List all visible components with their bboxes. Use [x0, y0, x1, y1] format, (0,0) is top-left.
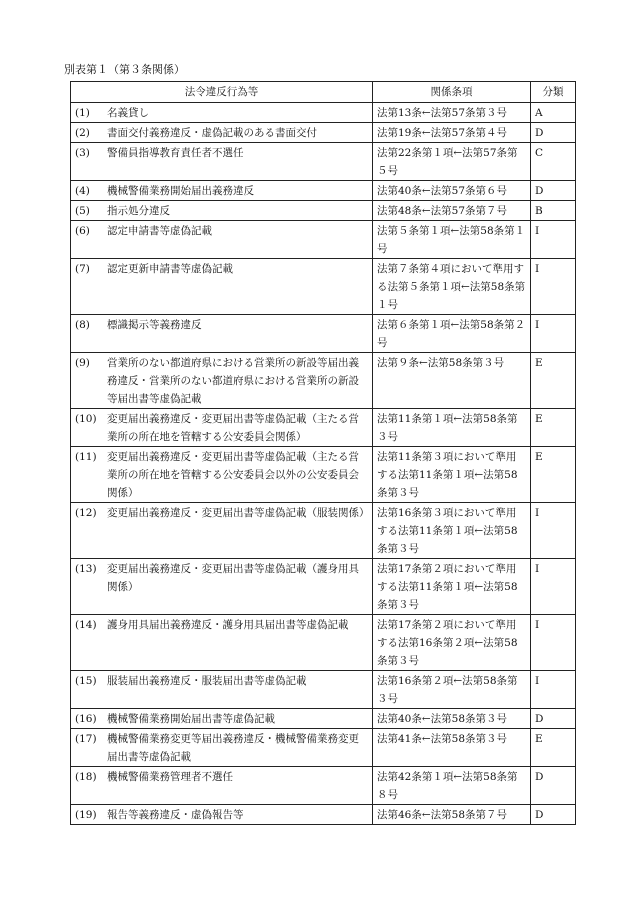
table-row — [71, 729, 576, 767]
table-row — [71, 671, 576, 709]
classification-cell: D — [531, 709, 576, 729]
article-cell: 法第19条←法第57条第４号 — [373, 123, 531, 143]
violation-entry — [75, 768, 368, 786]
table-row — [71, 181, 576, 201]
row-number: (3) — [75, 147, 90, 159]
violation-entry — [75, 104, 368, 122]
classification-cell: D — [531, 181, 576, 201]
violation-text: 警備員指導教育責任者不選任 — [107, 147, 244, 159]
classification-cell: B — [531, 201, 576, 221]
violation-cell — [71, 409, 373, 447]
classification-cell: I — [531, 671, 576, 709]
classification-cell: I — [531, 559, 576, 615]
table-caption: 別表第１（第３条関係） — [64, 63, 185, 76]
violation-cell — [71, 709, 373, 729]
article-cell: 法第９条←法第58条第３号 — [373, 353, 531, 409]
violation-entry — [75, 354, 368, 408]
row-number: (1) — [75, 107, 90, 119]
violation-cell — [71, 123, 373, 143]
violation-entry — [75, 672, 368, 690]
violation-text: 機械警備業務開始届出書等虚偽記載 — [107, 713, 275, 725]
article-cell: 法第22条第１項←法第57条第５号 — [373, 143, 531, 181]
table-row — [71, 221, 576, 259]
violation-entry — [75, 616, 368, 634]
table-row — [71, 503, 576, 559]
table-row — [71, 409, 576, 447]
row-number: (13) — [75, 563, 97, 575]
classification-cell: D — [531, 767, 576, 805]
violation-cell — [71, 767, 373, 805]
violation-text: 標識掲示等義務違反 — [107, 319, 202, 331]
row-number: (12) — [75, 507, 97, 519]
article-cell: 法第41条←法第58条第３号 — [373, 729, 531, 767]
row-number: (8) — [75, 319, 90, 331]
violation-text: 指示処分違反 — [107, 205, 170, 217]
row-number: (10) — [75, 413, 97, 425]
violation-text: 報告等義務違反・虚偽報告等 — [107, 809, 244, 821]
table-row — [71, 447, 576, 503]
table-row — [71, 559, 576, 615]
violation-entry — [75, 202, 368, 220]
violation-text: 営業所のない都道府県における営業所の新設等届出義務違反・営業所のない都道府県における営業所の新設等届出書等虚偽記載 — [107, 357, 359, 405]
row-number: (5) — [75, 205, 90, 217]
classification-cell: E — [531, 447, 576, 503]
violations-table — [70, 81, 576, 825]
violation-cell — [71, 143, 373, 181]
row-number: (9) — [75, 357, 90, 369]
classification-cell: D — [531, 123, 576, 143]
violation-text: 機械警備業務管理者不選任 — [107, 771, 233, 783]
table-row — [71, 615, 576, 671]
violation-cell — [71, 805, 373, 825]
violation-entry — [75, 222, 368, 240]
violation-text: 変更届出義務違反・変更届出書等虚偽記載（護身用具関係） — [107, 563, 359, 593]
table-row — [71, 201, 576, 221]
table-row — [71, 259, 576, 315]
violation-text: 服装届出義務違反・服装届出書等虚偽記載 — [107, 675, 307, 687]
violation-cell — [71, 615, 373, 671]
article-cell: 法第16条第３項において準用する法第11条第１項←法第58条第３号 — [373, 503, 531, 559]
violation-cell — [71, 201, 373, 221]
violation-cell — [71, 221, 373, 259]
row-number: (15) — [75, 675, 97, 687]
article-cell: 法第６条第１項←法第58条第２号 — [373, 315, 531, 353]
violation-text: 書面交付義務違反・虚偽記載のある書面交付 — [107, 127, 317, 139]
article-cell: 法第40条←法第57条第６号 — [373, 181, 531, 201]
violation-text: 変更届出義務違反・変更届出書等虚偽記載（服装関係） — [107, 507, 370, 519]
violation-cell — [71, 315, 373, 353]
classification-cell: E — [531, 729, 576, 767]
violation-text: 機械警備業務変更等届出義務違反・機械警備業務変更届出書等虚偽記載 — [107, 733, 359, 763]
violation-cell — [71, 671, 373, 709]
violation-cell — [71, 559, 373, 615]
violation-text: 変更届出義務違反・変更届出書等虚偽記載（主たる営業所の所在地を管轄する公安委員会以外の公安委員会関係） — [107, 451, 359, 499]
classification-cell: I — [531, 221, 576, 259]
row-number: (11) — [75, 451, 97, 463]
table-row — [71, 709, 576, 729]
row-number: (2) — [75, 127, 90, 139]
classification-cell: I — [531, 315, 576, 353]
article-cell: 法第17条第２項において準用する法第11条第１項←法第58条第３号 — [373, 559, 531, 615]
violation-entry — [75, 560, 368, 596]
classification-cell: I — [531, 503, 576, 559]
table-row — [71, 123, 576, 143]
classification-cell: I — [531, 615, 576, 671]
row-number: (4) — [75, 185, 90, 197]
article-cell: 法第42条第１項←法第58条第８号 — [373, 767, 531, 805]
violation-cell — [71, 729, 373, 767]
violation-text: 認定申請書等虚偽記載 — [107, 225, 212, 237]
violation-text: 認定更新申請書等虚偽記載 — [107, 263, 233, 275]
violation-entry — [75, 410, 368, 446]
classification-cell: A — [531, 103, 576, 123]
header-article: 関係条項 — [373, 82, 531, 103]
article-cell: 法第５条第１項←法第58条第１号 — [373, 221, 531, 259]
violation-entry — [75, 260, 368, 278]
table-row — [71, 805, 576, 825]
violation-cell — [71, 503, 373, 559]
table-row — [71, 103, 576, 123]
article-cell: 法第11条第１項←法第58条第３号 — [373, 409, 531, 447]
classification-cell: D — [531, 805, 576, 825]
row-number: (16) — [75, 713, 97, 725]
table-row — [71, 143, 576, 181]
violation-cell — [71, 103, 373, 123]
classification-cell: C — [531, 143, 576, 181]
violation-entry — [75, 806, 368, 824]
violation-text: 変更届出義務違反・変更届出書等虚偽記載（主たる営業所の所在地を管轄する公安委員会関係） — [107, 413, 359, 443]
table-row — [71, 315, 576, 353]
article-cell: 法第７条第４項において準用する法第５条第１項←法第58条第１号 — [373, 259, 531, 315]
row-number: (19) — [75, 809, 97, 821]
violation-entry — [75, 710, 368, 728]
article-cell: 法第46条←法第58条第７号 — [373, 805, 531, 825]
article-cell: 法第40条←法第58条第３号 — [373, 709, 531, 729]
classification-cell: E — [531, 353, 576, 409]
header-violation: 法令違反行為等 — [71, 82, 373, 103]
violation-entry — [75, 730, 368, 766]
article-cell: 法第48条←法第57条第７号 — [373, 201, 531, 221]
classification-cell: I — [531, 259, 576, 315]
row-number: (14) — [75, 619, 97, 631]
violation-cell — [71, 353, 373, 409]
header-classification: 分類 — [531, 82, 576, 103]
violation-entry — [75, 316, 368, 334]
row-number: (18) — [75, 771, 97, 783]
row-number: (6) — [75, 225, 90, 237]
violation-entry — [75, 504, 368, 522]
article-cell: 法第16条第２項←法第58条第３号 — [373, 671, 531, 709]
table-row — [71, 767, 576, 805]
violation-cell — [71, 181, 373, 201]
violation-entry — [75, 182, 368, 200]
row-number: (7) — [75, 263, 90, 275]
violation-text: 護身用具届出義務違反・護身用具届出書等虚偽記載 — [107, 619, 349, 631]
violation-cell — [71, 259, 373, 315]
table-header-row — [71, 82, 576, 103]
violation-text: 名義貸し — [107, 107, 149, 119]
table-row — [71, 353, 576, 409]
classification-cell: E — [531, 409, 576, 447]
article-cell: 法第17条第２項において準用する法第16条第２項←法第58条第３号 — [373, 615, 531, 671]
violation-text: 機械警備業務開始届出義務違反 — [107, 185, 254, 197]
violation-cell — [71, 447, 373, 503]
row-number: (17) — [75, 733, 97, 745]
violation-entry — [75, 144, 368, 162]
article-cell: 法第13条←法第57条第３号 — [373, 103, 531, 123]
violation-entry — [75, 124, 368, 142]
violation-entry — [75, 448, 368, 502]
article-cell: 法第11条第３項において準用する法第11条第１項←法第58条第３号 — [373, 447, 531, 503]
